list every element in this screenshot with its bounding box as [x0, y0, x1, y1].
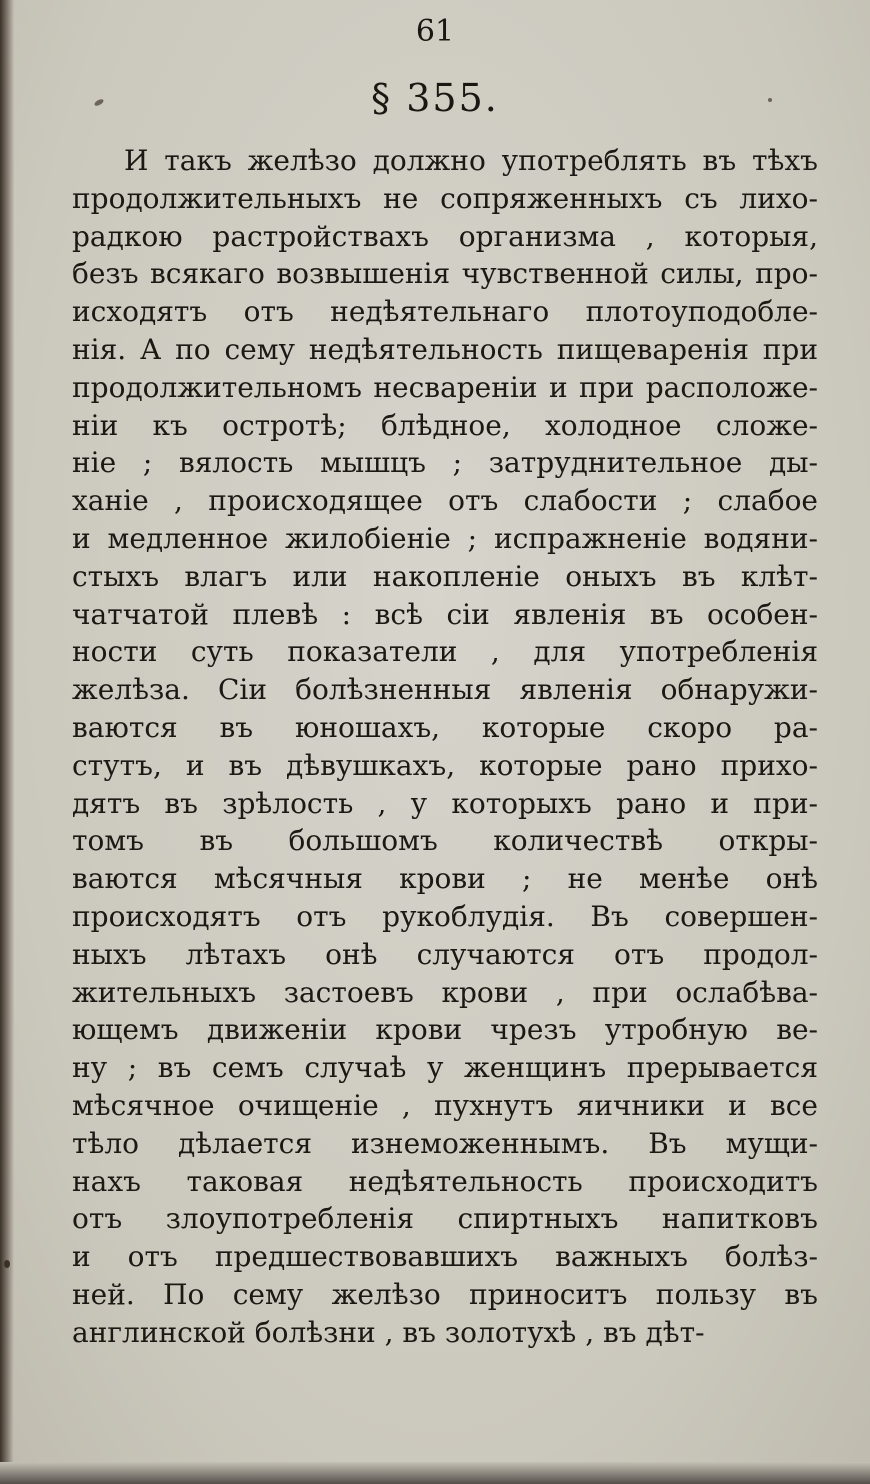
- text-line: тѣло дѣлается изнеможеннымъ. Въ мущи-: [72, 1126, 818, 1160]
- body-paragraph: [72, 142, 818, 1352]
- text-line: ну ; въ семъ случаѣ у женщинъ прерывается: [72, 1051, 818, 1085]
- text-line: желѣза. Сіи болѣзненныя явленія обнаружи-: [72, 673, 818, 707]
- text-line: происходятъ отъ рукоблудія. Въ совершен-: [72, 899, 818, 933]
- page-bottom-edge: [0, 1462, 870, 1484]
- text-line: чатчатой плевѣ : всѣ сіи явленія въ особен-: [72, 597, 818, 631]
- text-line: ваются въ юношахъ, которые скоро ра-: [72, 710, 818, 744]
- paper-speck: [4, 1260, 10, 1268]
- text-line: продолжительныхъ не сопряженныхъ съ лихо-: [72, 181, 818, 215]
- text-line: нахъ таковая недѣятельность происходитъ: [72, 1164, 818, 1198]
- text-line: и медленное жилобіеніе ; испражненіе водяни-: [72, 521, 818, 555]
- text-line: ющемъ движеніи крови чрезъ утробную ве-: [72, 1013, 818, 1047]
- text-line: мѣсячное очищеніе , пухнутъ яичники и все: [72, 1088, 818, 1122]
- text-line: томъ въ большомъ количествѣ откры-: [72, 824, 818, 858]
- text-line: ныхъ лѣтахъ онѣ случаются отъ продол-: [72, 937, 818, 971]
- section-heading: § 355.: [371, 76, 499, 120]
- page-number: 61: [415, 14, 455, 49]
- text-line: отъ злоупотребленія спиртныхъ напитковъ: [72, 1202, 818, 1236]
- text-line: продолжительномъ несвареніи и при расположе-: [72, 370, 818, 404]
- text-line: англинской болѣзни , въ золотухѣ , въ дѣт-: [72, 1315, 705, 1349]
- text-line: нія. А по сему недѣятельность пищеваренія при: [72, 332, 818, 366]
- text-line: и отъ предшествовавшихъ важныхъ болѣз-: [72, 1240, 818, 1274]
- text-line: жительныхъ застоевъ крови , при ослабѣва-: [72, 975, 818, 1009]
- text-line: ней. По сему желѣзо приноситъ пользу въ: [72, 1277, 818, 1311]
- text-line: стутъ, и въ дѣвушкахъ, которые рано прихо-: [72, 748, 818, 782]
- paper-speck: [768, 98, 772, 102]
- text-line: И такъ желѣзо должно употреблять въ тѣхъ: [124, 144, 818, 177]
- text-line: безъ всякаго возвышенія чувственной силы, про-: [72, 257, 818, 291]
- text-line: исходятъ отъ недѣятельнаго плотоуподобле-: [72, 295, 818, 329]
- text-line: стыхъ влагъ или накопленіе оныхъ въ клѣт-: [72, 559, 818, 593]
- text-line: ніи къ остротѣ; блѣдное, холодное сложе-: [72, 408, 818, 442]
- text-line: ности суть показатели , для употребленія: [72, 635, 818, 669]
- text-line: ніе ; вялость мышцъ ; затруднительное ды-: [72, 446, 818, 480]
- text-line: дятъ въ зрѣлость , у которыхъ рано и при-: [72, 786, 818, 820]
- text-line: ваются мѣсячныя крови ; не менѣе онѣ: [72, 862, 818, 896]
- text-line: радкою растройствахъ организма , которыя,: [72, 219, 818, 253]
- text-line: ханіе , происходящее отъ слабости ; слабое: [72, 484, 818, 518]
